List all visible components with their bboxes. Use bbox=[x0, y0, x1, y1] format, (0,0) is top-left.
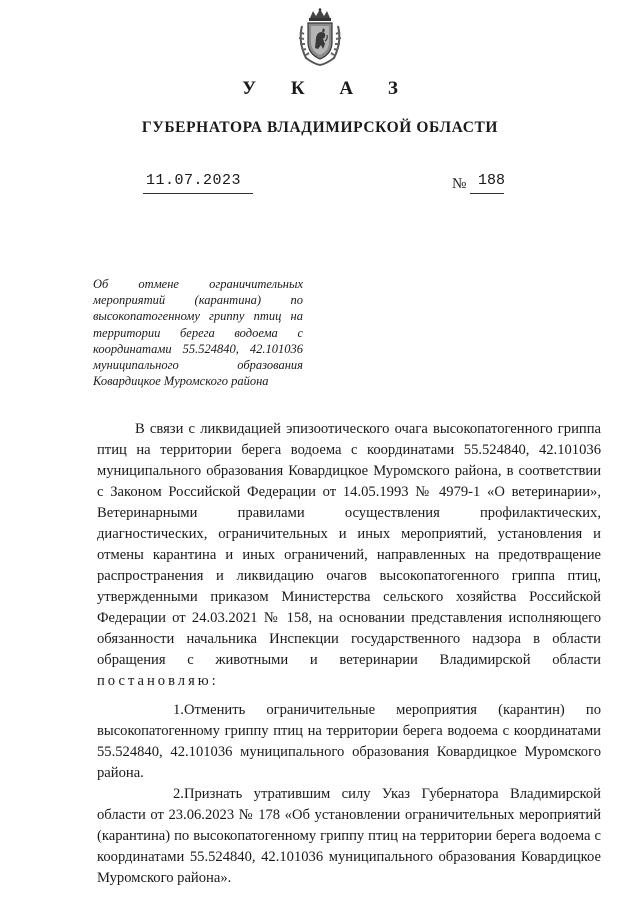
decree-body bbox=[97, 419, 601, 889]
issuer-subtitle: ГУБЕРНАТОРА ВЛАДИМИРСКОЙ ОБЛАСТИ bbox=[141, 119, 499, 136]
list-item bbox=[97, 784, 601, 889]
decree-date: 11.07.2023 bbox=[146, 172, 242, 189]
date-underline bbox=[143, 193, 253, 194]
decree-subject: Об отмене ограничительных мероприятий (карантина) по высокопатогенному гриппу птиц на территории берега водоема с координатами 55.524840, 42.101036 муниципального образования Ковардицкое Муромского района bbox=[93, 277, 303, 389]
item-number: 1. bbox=[173, 702, 184, 718]
number-underline bbox=[470, 193, 504, 194]
decree-number: 188 bbox=[478, 172, 506, 189]
item-text: Отменить ограничительные мероприятия (карантин) по высокопатогенному гриппу птиц на территории берега водоема с координатами 55.524840, 42.101036 муниципального образования Ковардицкое Муромского района. bbox=[97, 702, 601, 781]
decree-word: постановляю: bbox=[97, 673, 219, 689]
list-item bbox=[97, 700, 601, 784]
preamble-paragraph bbox=[97, 419, 601, 692]
item-text: Признать утратившим силу Указ Губернатора Владимирской области от 23.06.2023 № 178 «Об установлении ограничительных мероприятий (карантина) по высокопатогенному гриппу птиц на территории берега водоема с координатами 55.524840, 42.101036 муниципального образования Ковардицкое Муромского района». bbox=[97, 786, 601, 886]
item-number: 2. bbox=[173, 786, 184, 802]
decree-title: У К А З bbox=[242, 78, 413, 99]
number-sign: № bbox=[452, 176, 467, 192]
preamble-text: В связи с ликвидацией эпизоотического очага высокопатогенного гриппа птиц на территории берега водоема с координатами 55.524840, 42.101036 муниципального образования Ковардицкое Муромского района, в соответствии с Законом Российской Федерации от 14.05.1993 № 4979-1 «О ветеринарии», Ветеринарными правилами осуществления профилактических, диагностических, ограничительных и иных мероприятий, установления и отмены карантина и иных ограничений, направленных на предотвращение распространения и ликвидацию очагов высокопатогенного гриппа птиц, утвержденными приказом Министерства сельского хозяйства Российской Федерации от 24.03.2021 № 158, на основании представления исполняющего обязанности начальника Инспекции государственного надзора в области обращения с животными и ветеринарии Владимирской области bbox=[97, 421, 601, 668]
coat-of-arms-icon bbox=[296, 8, 344, 66]
